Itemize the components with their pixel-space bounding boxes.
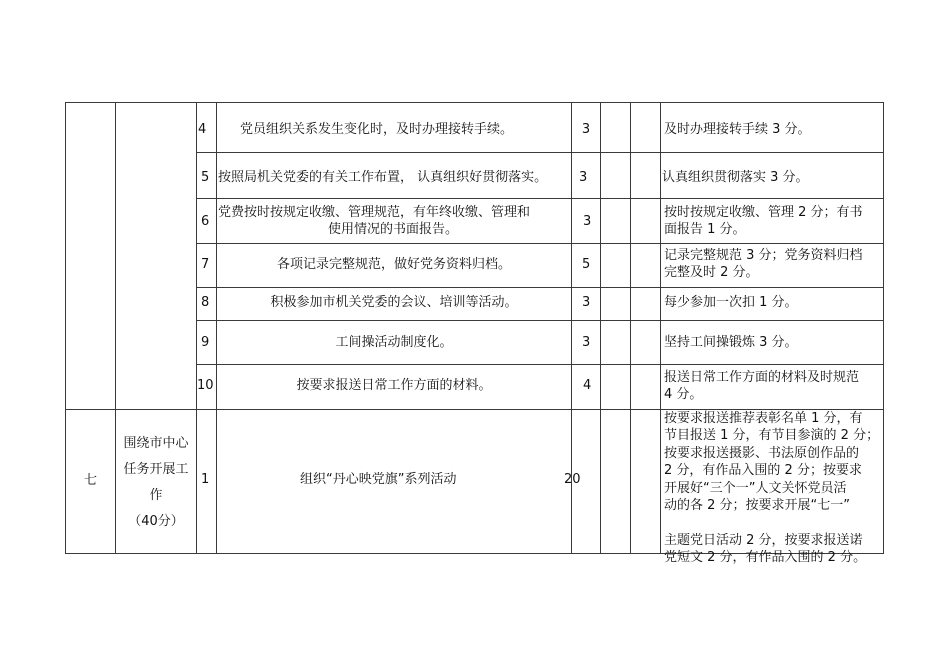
row-score: 5 — [582, 257, 591, 272]
row-criteria: 4 分。 — [664, 387, 703, 402]
row-criteria: 坚持工间操锻炼 3 分。 — [664, 335, 798, 350]
row-score: 3 — [583, 214, 592, 229]
row-criteria: 开展好“三个一”人文关怀党员活 — [664, 481, 847, 496]
section-title-line: 作 — [149, 488, 163, 503]
row-number: 8 — [201, 295, 210, 310]
row-number: 4 — [198, 122, 207, 137]
row-criteria: 按要求报送摄影、书法原创作品的 — [664, 446, 860, 461]
row-criteria: 报送日常工作方面的材料及时规范 — [664, 370, 860, 385]
row-score: 20 — [564, 472, 581, 487]
row-number: 1 — [201, 472, 210, 487]
row-number: 10 — [197, 378, 214, 393]
row-criteria: 党短文 2 分，有作品入围的 2 分。 — [664, 550, 867, 565]
row-content: 使用情况的书面报告。 — [327, 222, 458, 237]
row-number: 7 — [201, 257, 210, 272]
row-criteria: 记录完整规范 3 分；党务资料归档 — [664, 248, 863, 263]
row-criteria: 按时按规定收缴、管理 2 分；有书 — [664, 205, 863, 220]
row-criteria: 主题党日活动 2 分，按要求报送诺 — [664, 533, 863, 548]
section-title-line: 任务开展工 — [123, 462, 189, 477]
row-score: 4 — [583, 378, 592, 393]
row-content: 按照局机关党委的有关工作布置， 认真组织好贯彻落实。 — [218, 170, 548, 185]
row-content: 党员组织关系发生变化时，及时办理接转手续。 — [240, 122, 514, 137]
row-score: 3 — [582, 335, 591, 350]
row-score: 3 — [582, 295, 591, 310]
row-number: 6 — [201, 214, 210, 229]
row-criteria: 认真组织贯彻落实 3 分。 — [662, 170, 809, 185]
section-title-line: 围绕市中心 — [123, 436, 189, 451]
row-criteria: 及时办理接转手续 3 分。 — [664, 122, 811, 137]
row-number: 5 — [201, 170, 210, 185]
row-number: 9 — [201, 335, 210, 350]
row-content: 积极参加市机关党委的会议、培训等活动。 — [270, 295, 518, 310]
row-score: 3 — [579, 170, 588, 185]
row-criteria: 动的各 2 分；按要求开展“七一” — [664, 498, 851, 513]
row-content: 按要求报送日常工作方面的材料。 — [296, 378, 492, 393]
section-number: 七 — [83, 473, 97, 488]
row-content: 各项记录完整规范，做好党务资料归档。 — [276, 257, 511, 272]
row-score: 3 — [581, 122, 591, 137]
section-score-note: （40分） — [128, 514, 184, 529]
row-criteria: 面报告 1 分。 — [664, 222, 746, 237]
row-criteria: 按要求报送推荐表彰名单 1 分，有 — [664, 411, 863, 426]
row-content: 党费按时按规定收缴、管理规范，有年终收缴、管理和 — [218, 205, 531, 220]
row-content: 组织“丹心映党旗”系列活动 — [300, 472, 457, 487]
row-criteria: 节目报送 1 分，有节目参演的 2 分； — [664, 428, 880, 443]
row-criteria: 2 分，有作品入围的 2 分；按要求 — [664, 463, 862, 478]
row-content: 工间操活动制度化。 — [335, 335, 453, 350]
row-criteria: 每少参加一次扣 1 分。 — [664, 295, 798, 310]
row-criteria: 完整及时 2 分。 — [664, 265, 759, 280]
